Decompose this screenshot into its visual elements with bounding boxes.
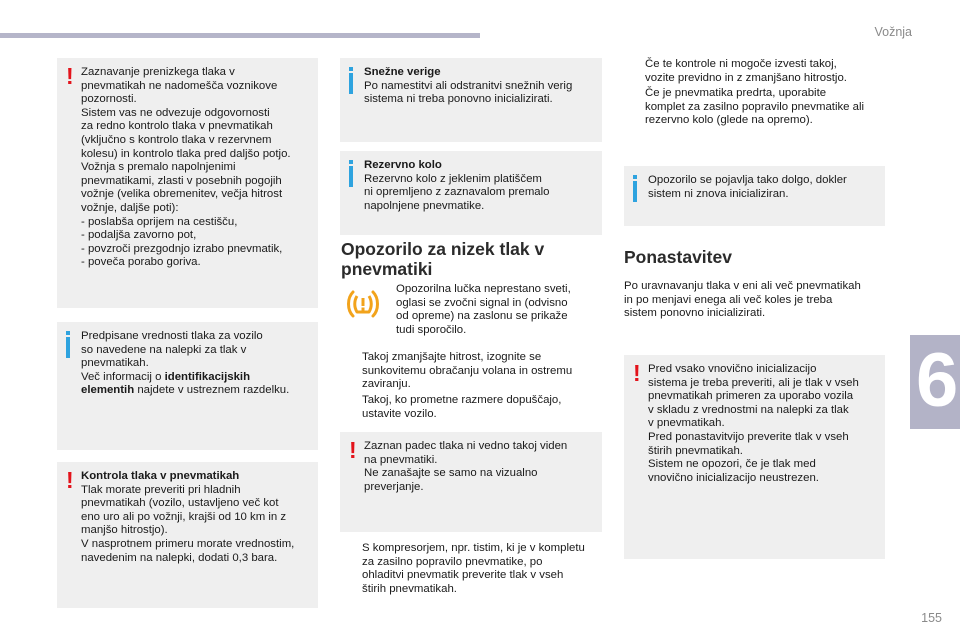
chapter-tab: [910, 335, 960, 429]
top-color-bar: [0, 33, 480, 38]
exclamation-icon: !: [633, 360, 641, 386]
warning-text: Zaznavanje prenizkega tlaka v pnevmatikah ne nadomešča voznikove pozornosti. Sistem vas ne odvezuje odgovornosti za redno kontrolo tlaka v pnevmatikah (vključno s kontrolo tlaka v rezervnem kolesu) in kontrolo tlaka pred daljšo potjo. Vožnja s premalo napolnjenimi pnevmatikami, zlasti v posebnih pogojih vožnje (velika obremenitev, večja hitrost vožnje, daljše poti): - poslabša oprijem na cestišču, - podaljša zavorno pot, - povzroči prezgodnjo izrabo pnevmatik, - poveča porabo goriva.: [81, 66, 291, 269]
warning-box-visual-check: [340, 432, 602, 532]
warning-box-reset: [624, 355, 885, 559]
reset-paragraph: Po uravnavanju tlaka v eni ali več pnevmatikah in po menjavi enega ali več koles je treba sistem ponovno inicializirati.: [624, 280, 861, 320]
chapter-number: 6: [916, 338, 959, 423]
info-text: Predpisane vrednosti tlaka za vozilo so navedene na nalepki za tlak v pnevmatikah. Več informacij o identifikacijskih elementih najdete v ustreznem razdelku.: [81, 330, 290, 397]
bullet-item: Če te kontrole ni mogoče izvesti takoj, vozite previdno in z zmanjšano hitrostjo.: [645, 58, 847, 84]
bullet-item: Takoj zmanjšajte hitrost, izognite se sunkovitemu obračanju volana in ostremu zaviranju.: [362, 351, 573, 391]
heading-low-pressure: Opozorilo za nizek tlak v pnevmatiki: [341, 239, 545, 279]
warning-text: Pred vsako vnovično inicializacijo sistema je treba preveriti, ali je tlak v vseh pnevmatikah primeren za uporabo vozila v skladu z vrednostmi na nalepki za tlak v pnevmatikah. Pred ponastavitvijo preverite tlak v vseh štirih pnevmatikah. Sistem ne opozori, če je tlak med vnovično inicializacijo neustrezen.: [648, 363, 859, 484]
tyre-pressure-warning-icon: [346, 288, 380, 320]
bullet-item: Takoj, ko prometne razmere dopuščajo, ustavite vozilo.: [362, 394, 562, 420]
info-box-snow-chains: [340, 58, 602, 142]
info-text: Rezervno kolo Rezervno kolo z jeklenim platiščem ni opremljeno z zaznavalom premalo napolnjene pnevmatike.: [364, 159, 550, 212]
exclamation-icon: !: [349, 437, 357, 463]
heading-reset: Ponastavitev: [624, 247, 732, 267]
exclamation-icon: !: [66, 467, 74, 493]
warning-lamp-text: Opozorilna lučka neprestano sveti, oglasi se zvočni signal in (odvisno od opreme) na zaslonu se prikaže tudi sporočilo.: [396, 283, 571, 336]
page-number: 155: [921, 611, 942, 625]
info-box-spare-wheel: [340, 151, 602, 235]
bullet-item: S kompresorjem, npr. tistim, ki je v kompletu za zasilno popravilo pnevmatike, po ohladitvi pnevmatik preverite tlak v vseh štirih pnevmatikah.: [362, 542, 585, 595]
warning-box-underinflation: [57, 58, 318, 308]
info-icon: [66, 337, 70, 358]
info-box-pressure-values: [57, 322, 318, 450]
info-text: Snežne verige Po namestitvi ali odstranitvi snežnih verig sistema ni treba ponovno inicializirati.: [364, 66, 573, 106]
bullet-item: Če je pnevmatika predrta, uporabite komplet za zasilno popravilo pnevmatike ali rezervno kolo (glede na opremo).: [645, 87, 865, 127]
info-icon: [349, 166, 353, 187]
exclamation-icon: !: [66, 63, 74, 89]
warning-box-pressure-check: [57, 462, 318, 608]
section-title: Vožnja: [874, 25, 912, 39]
info-box-reinitialise: [624, 166, 885, 226]
warning-text: Zaznan padec tlaka ni vedno takoj viden na pnevmatiki. Ne zanašajte se samo na vizualno preverjanje.: [364, 440, 568, 493]
info-icon: [349, 73, 353, 94]
info-text: Opozorilo se pojavlja tako dolgo, dokler sistem ni znova inicializiran.: [648, 174, 847, 200]
warning-text: Kontrola tlaka v pnevmatikah Tlak morate preveriti pri hladnih pnevmatikah (vozilo, ustavljeno več kot eno uro ali po vožnji, krajši od 10 km in z manjšo hitrostjo). V nasprotnem primeru morate vrednostim, navedenim na nalepki, dodati 0,3 bara.: [81, 470, 295, 564]
info-icon: [633, 181, 637, 202]
